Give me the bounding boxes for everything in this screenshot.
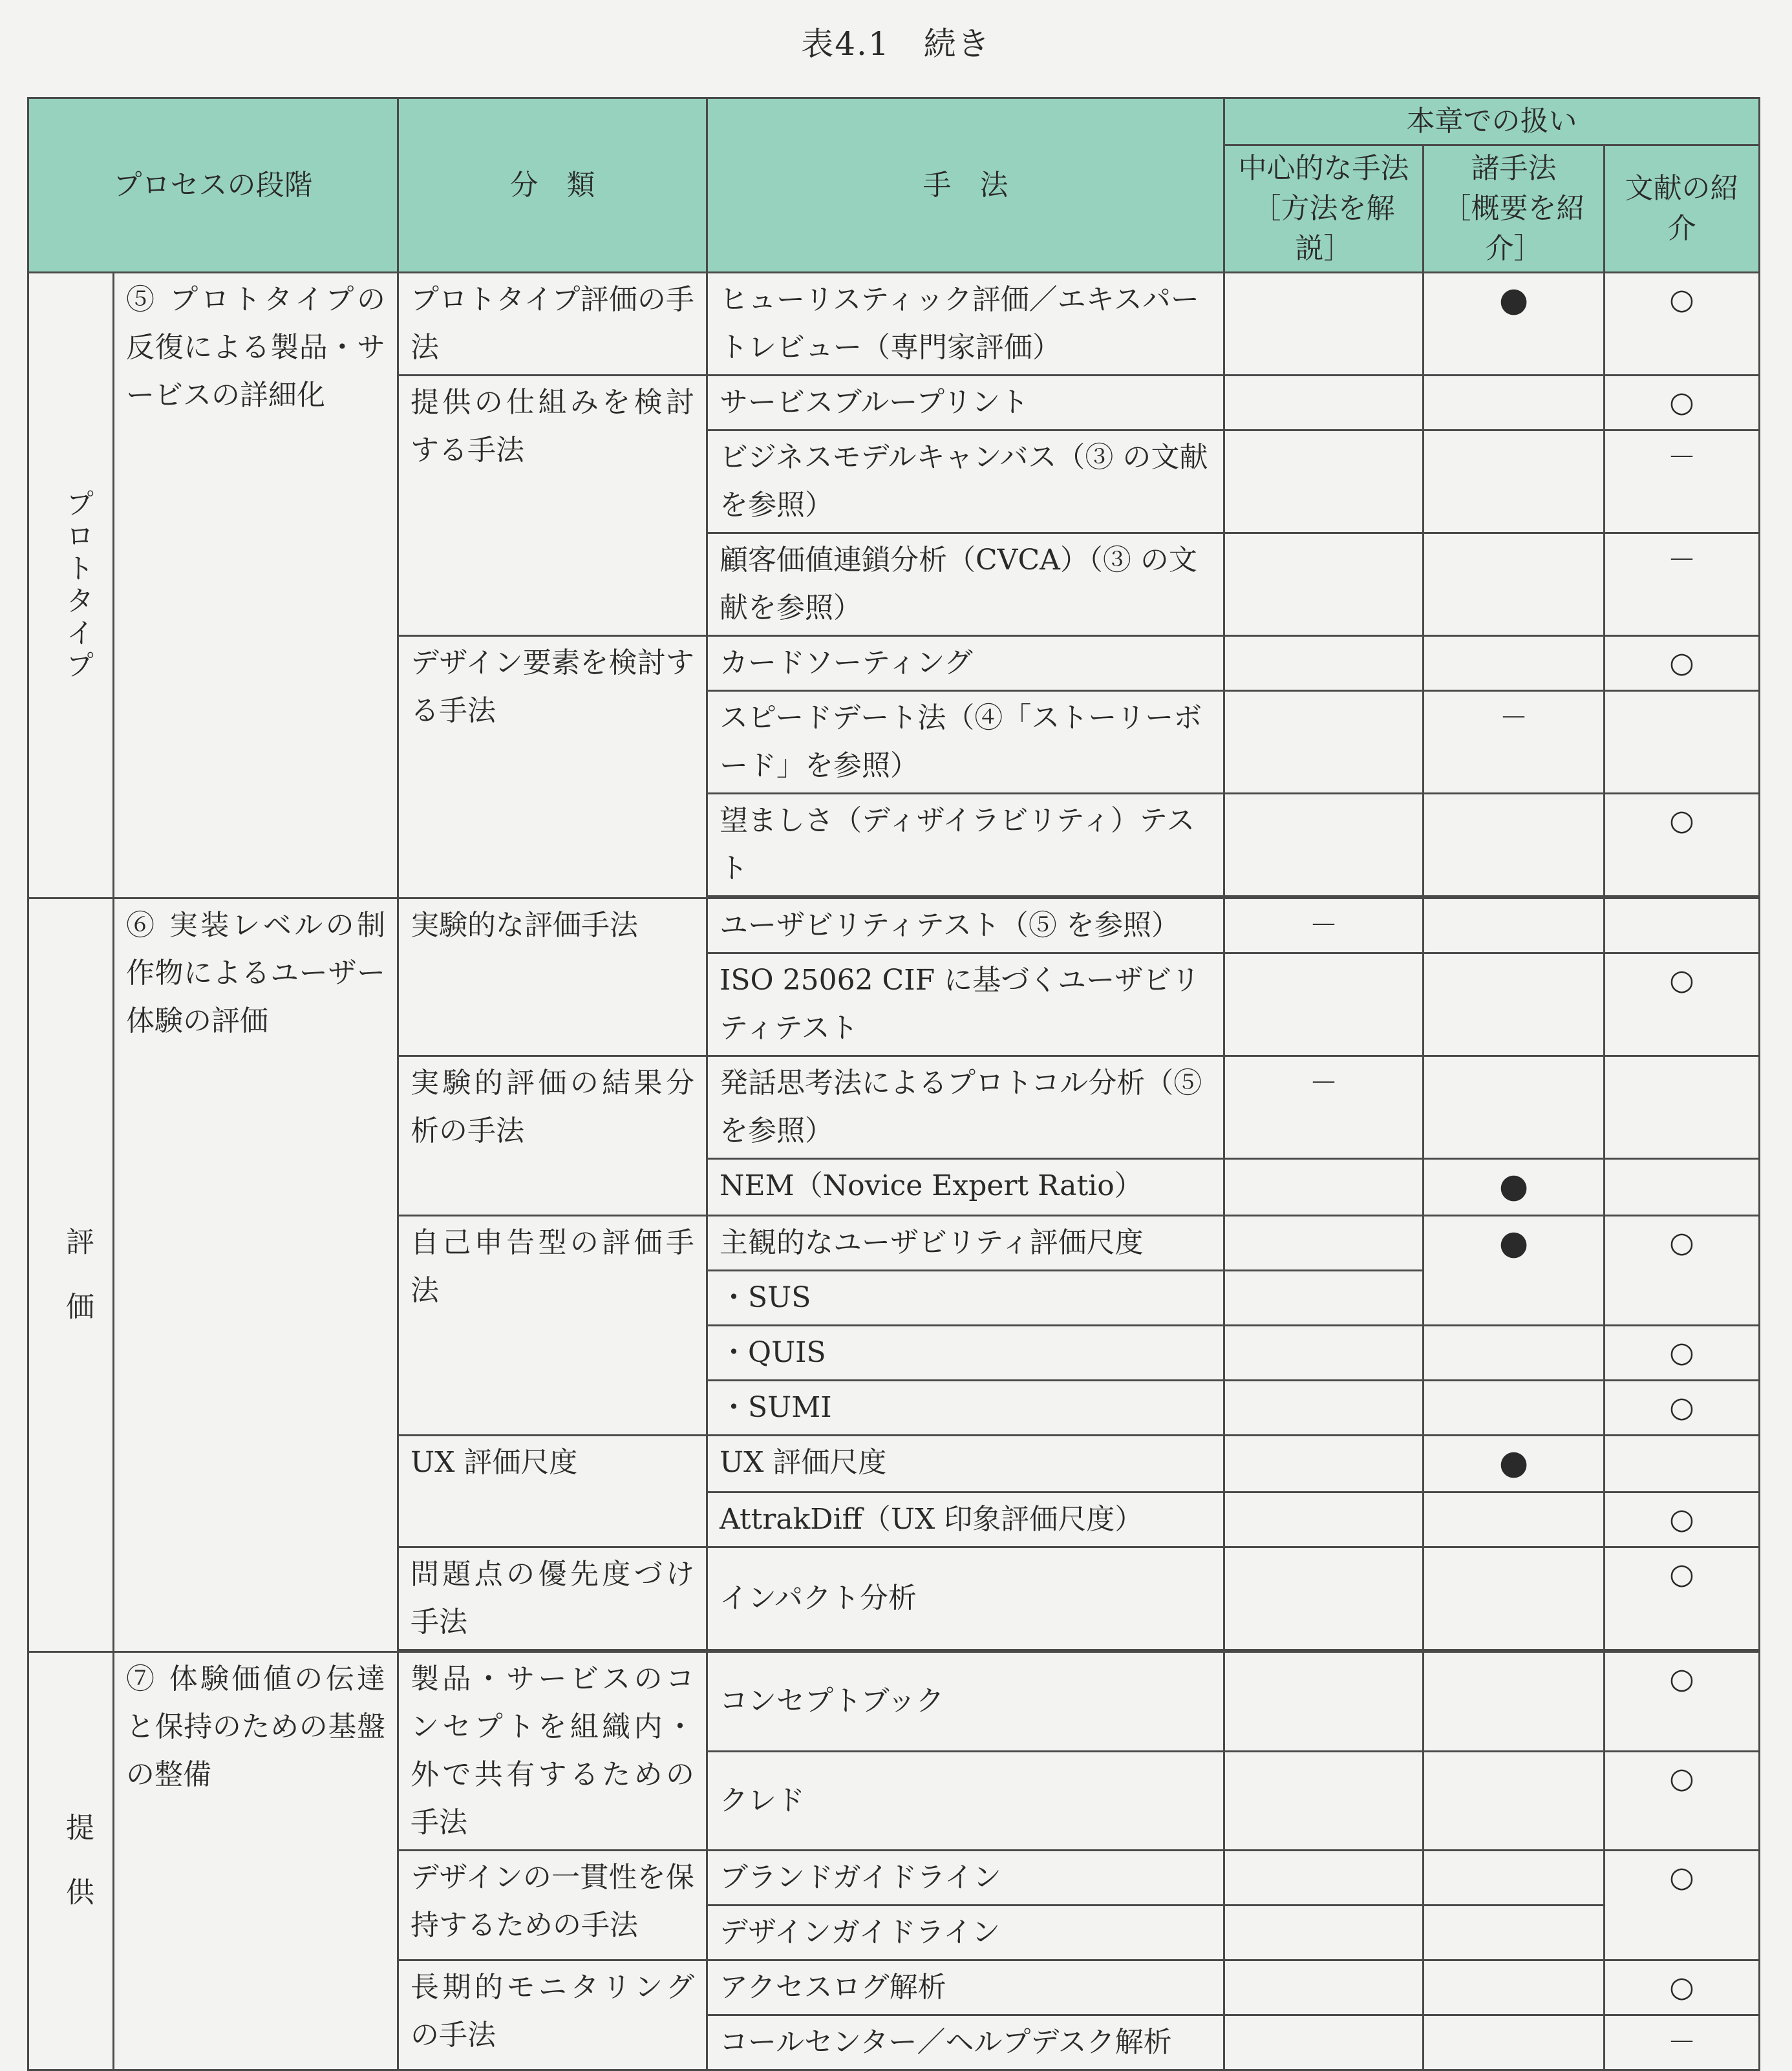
- open-circle-icon: ○: [1669, 964, 1694, 997]
- open-circle-icon: ○: [1669, 804, 1694, 837]
- open-circle-icon: ○: [1669, 1558, 1694, 1591]
- overview-mark: [1424, 533, 1605, 636]
- overview-mark: [1424, 1436, 1605, 1492]
- open-circle-icon: ○: [1669, 1503, 1694, 1536]
- literature-mark: [1605, 430, 1760, 533]
- category-cell: 問題点の優先度づけ手法: [398, 1547, 707, 1650]
- substage-5: ⑤ プロトタイプの反復による製品・サービスの詳細化: [114, 273, 398, 898]
- category-cell: 実験的な評価手法: [398, 898, 707, 1056]
- method-cell: ・QUIS: [707, 1326, 1224, 1381]
- overview-mark: [1424, 1652, 1605, 1752]
- category-cell: 自己申告型の評価手法: [398, 1216, 707, 1436]
- header-central-line2: ［方法を解説］: [1252, 192, 1395, 265]
- open-circle-icon: ○: [1669, 1662, 1694, 1695]
- header-stage: プロセスの段階: [28, 98, 398, 273]
- central-mark: [1224, 953, 1424, 1056]
- literature-mark: [1605, 376, 1760, 430]
- filled-circle-icon: ●: [1499, 1443, 1529, 1482]
- central-mark: [1224, 898, 1424, 953]
- dash-mark: －: [1667, 441, 1696, 474]
- central-mark: [1224, 1960, 1424, 2015]
- category-cell: 提供の仕組みを検討する手法: [398, 376, 707, 636]
- header-overview-line1: 諸手法: [1471, 152, 1557, 185]
- central-mark: [1224, 1851, 1424, 1906]
- central-mark: [1224, 1547, 1424, 1650]
- literature-mark: [1605, 1652, 1760, 1752]
- method-cell: 望ましさ（ディザイラビリティ）テスト: [707, 794, 1224, 897]
- central-mark: [1224, 376, 1424, 430]
- header-overview: [1424, 145, 1605, 273]
- substage-6: ⑥ 実装レベルの制作物によるユーザー体験の評価: [114, 898, 398, 1652]
- method-cell: ・SUMI: [707, 1381, 1224, 1436]
- literature-mark: [1605, 691, 1760, 794]
- method-cell: UX 評価尺度: [707, 1436, 1224, 1492]
- literature-mark: [1605, 1216, 1760, 1326]
- category-cell: プロトタイプ評価の手法: [398, 273, 707, 376]
- overview-mark: [1424, 636, 1605, 691]
- table-row: [28, 273, 1760, 376]
- header-central-line1: 中心的な手法: [1238, 152, 1409, 185]
- overview-mark: [1424, 430, 1605, 533]
- method-cell: NEM（Novice Expert Ratio）: [707, 1159, 1224, 1216]
- overview-mark: [1424, 376, 1605, 430]
- literature-mark: [1605, 1056, 1760, 1159]
- method-cell: ブランドガイドライン: [707, 1851, 1224, 1906]
- overview-mark: [1424, 1381, 1605, 1436]
- overview-mark: [1424, 2015, 1605, 2070]
- filled-circle-icon: ●: [1499, 1167, 1529, 1205]
- overview-mark: [1424, 1159, 1605, 1216]
- central-mark: [1224, 1326, 1424, 1381]
- open-circle-icon: ○: [1669, 1226, 1694, 1259]
- overview-mark: [1424, 691, 1605, 794]
- overview-mark: [1424, 898, 1605, 953]
- central-mark: [1224, 273, 1424, 376]
- method-cell: インパクト分析: [707, 1547, 1224, 1650]
- header-literature: 文献の紹介: [1605, 145, 1760, 273]
- method-cell: 発話思考法によるプロトコル分析（⑤ を参照）: [707, 1056, 1224, 1159]
- overview-mark: [1424, 1751, 1605, 1851]
- method-cell: コンセプトブック: [707, 1652, 1224, 1752]
- overview-mark: [1424, 1216, 1605, 1326]
- open-circle-icon: ○: [1669, 1971, 1694, 2004]
- central-mark: [1224, 1381, 1424, 1436]
- overview-mark: [1424, 1492, 1605, 1547]
- method-cell: コールセンター／ヘルプデスク解析: [707, 2015, 1224, 2070]
- central-mark: [1224, 1436, 1424, 1492]
- literature-mark: [1605, 1326, 1760, 1381]
- category-cell: デザイン要素を検討する手法: [398, 636, 707, 898]
- open-circle-icon: ○: [1669, 283, 1694, 316]
- method-cell: ユーザビリティテスト（⑤ を参照）: [707, 898, 1224, 953]
- literature-mark: [1605, 1492, 1760, 1547]
- method-cell: デザインガイドライン: [707, 1906, 1224, 1960]
- dash-mark: －: [1667, 544, 1696, 577]
- category-cell: デザインの一貫性を保持するための手法: [398, 1851, 707, 1960]
- central-mark: [1224, 636, 1424, 691]
- overview-mark: [1424, 1906, 1605, 1960]
- central-mark: [1224, 430, 1424, 533]
- open-circle-icon: ○: [1669, 646, 1694, 679]
- dash-mark: －: [1309, 909, 1338, 942]
- dash-mark: －: [1667, 2026, 1696, 2059]
- method-cell: ビジネスモデルキャンバス（③ の文献を参照）: [707, 430, 1224, 533]
- central-mark: [1224, 1216, 1424, 1271]
- central-mark: [1224, 1751, 1424, 1851]
- category-cell: 製品・サービスのコンセプトを組織内・外で共有するための手法: [398, 1652, 707, 1851]
- open-circle-icon: ○: [1669, 386, 1694, 419]
- table-caption: 表4.1 続き: [801, 25, 991, 63]
- method-cell: クレド: [707, 1751, 1224, 1851]
- table-row: [28, 898, 1760, 953]
- header-overview-line2: ［概要を紹介］: [1442, 192, 1585, 265]
- method-cell: サービスブループリント: [707, 376, 1224, 430]
- header-handling: 本章での扱い: [1224, 98, 1760, 145]
- literature-mark: [1605, 898, 1760, 953]
- open-circle-icon: ○: [1669, 1336, 1694, 1369]
- dash-mark: －: [1309, 1067, 1338, 1099]
- category-cell: 長期的モニタリングの手法: [398, 1960, 707, 2070]
- literature-mark: [1605, 1851, 1760, 1960]
- overview-mark: [1424, 1326, 1605, 1381]
- method-cell: 主観的なユーザビリティ評価尺度: [707, 1216, 1224, 1271]
- literature-mark: [1605, 636, 1760, 691]
- filled-circle-icon: ●: [1499, 281, 1529, 319]
- stage-prototype: プロトタイプ: [28, 273, 114, 898]
- stage-evaluation: 評 価: [28, 898, 114, 1652]
- method-cell: アクセスログ解析: [707, 1960, 1224, 2015]
- overview-mark: [1424, 794, 1605, 897]
- literature-mark: [1605, 1960, 1760, 2015]
- literature-mark: [1605, 1381, 1760, 1436]
- central-mark: [1224, 533, 1424, 636]
- overview-mark: [1424, 953, 1605, 1056]
- open-circle-icon: ○: [1669, 1391, 1694, 1424]
- central-mark: [1224, 1906, 1424, 1960]
- method-cell: 顧客価値連鎖分析（CVCA）（③ の文献を参照）: [707, 533, 1224, 636]
- central-mark: [1224, 2015, 1424, 2070]
- central-mark: [1224, 1159, 1424, 1216]
- method-cell: ヒューリスティック評価／エキスパートレビュー（専門家評価）: [707, 273, 1224, 376]
- category-cell: UX 評価尺度: [398, 1436, 707, 1547]
- substage-7: ⑦ 体験価値の伝達と保持のための基盤の整備: [114, 1652, 398, 2070]
- overview-mark: [1424, 1056, 1605, 1159]
- filled-circle-icon: ●: [1499, 1224, 1529, 1262]
- literature-mark: [1605, 2015, 1760, 2070]
- method-cell: ・SUS: [707, 1271, 1224, 1326]
- central-mark: [1224, 691, 1424, 794]
- table-row: [28, 1652, 1760, 1752]
- literature-mark: [1605, 1436, 1760, 1492]
- method-cell: AttrakDiff（UX 印象評価尺度）: [707, 1492, 1224, 1547]
- header-category: 分 類: [398, 98, 707, 273]
- central-mark: [1224, 1271, 1424, 1326]
- literature-mark: [1605, 273, 1760, 376]
- central-mark: [1224, 1492, 1424, 1547]
- header-method: 手 法: [707, 98, 1224, 273]
- category-cell: 実験的評価の結果分析の手法: [398, 1056, 707, 1216]
- literature-mark: [1605, 1751, 1760, 1851]
- overview-mark: [1424, 1547, 1605, 1650]
- header-central: [1224, 145, 1424, 273]
- overview-mark: [1424, 273, 1605, 376]
- open-circle-icon: ○: [1669, 1861, 1694, 1894]
- dash-mark: －: [1499, 701, 1528, 734]
- central-mark: [1224, 1056, 1424, 1159]
- central-mark: [1224, 794, 1424, 897]
- literature-mark: [1605, 1159, 1760, 1216]
- literature-mark: [1605, 794, 1760, 897]
- method-cell: ISO 25062 CIF に基づくユーザビリティテスト: [707, 953, 1224, 1056]
- method-cell: スピードデート法（④「ストーリーボード」を参照）: [707, 691, 1224, 794]
- open-circle-icon: ○: [1669, 1761, 1694, 1795]
- central-mark: [1224, 1652, 1424, 1752]
- literature-mark: [1605, 953, 1760, 1056]
- method-cell: カードソーティング: [707, 636, 1224, 691]
- overview-mark: [1424, 1851, 1605, 1906]
- stage-delivery: 提 供: [28, 1652, 114, 2070]
- literature-mark: [1605, 1547, 1760, 1650]
- overview-mark: [1424, 1960, 1605, 2015]
- header-row-1: [28, 98, 1760, 145]
- methods-table: [27, 97, 1760, 2071]
- literature-mark: [1605, 533, 1760, 636]
